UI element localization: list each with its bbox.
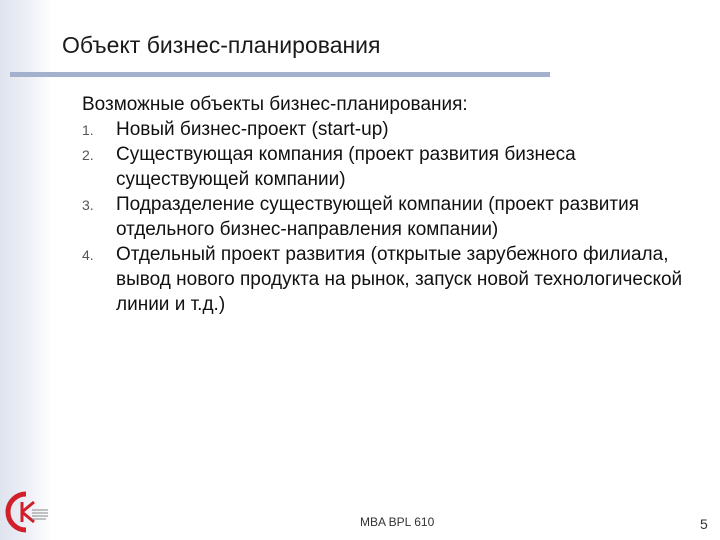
title-underline xyxy=(10,72,550,77)
footer-course-code: MBA BPL 610 xyxy=(360,515,435,529)
left-decorative-band xyxy=(0,0,52,540)
item-text: Отдельный проект развития (открытые зарубежного филиала, вывод нового продукта на рынок, запуск новой технологической линии и т.д.) xyxy=(116,244,683,315)
slide-content xyxy=(82,92,702,317)
page-number: 5 xyxy=(700,516,708,532)
item-number: 4. xyxy=(82,247,94,263)
item-number: 1. xyxy=(82,122,94,138)
item-number: 2. xyxy=(82,147,94,163)
slide-title: Объект бизнес-планирования xyxy=(62,32,381,58)
institute-logo-icon xyxy=(2,488,50,536)
item-text: Существующая компания (проект развития бизнеса существующей компании) xyxy=(116,144,576,190)
list-item xyxy=(82,142,702,192)
item-number: 3. xyxy=(82,197,94,213)
item-text: Новый бизнес-проект (start-up) xyxy=(116,119,389,140)
intro-text: Возможные объекты бизнес-планирования: xyxy=(82,94,468,115)
item-text: Подразделение существующей компании (проект развития отдельного бизнес-направления компании) xyxy=(116,194,640,240)
objects-list xyxy=(82,117,702,317)
list-item xyxy=(82,117,702,142)
list-item xyxy=(82,192,702,242)
list-item xyxy=(82,242,702,317)
